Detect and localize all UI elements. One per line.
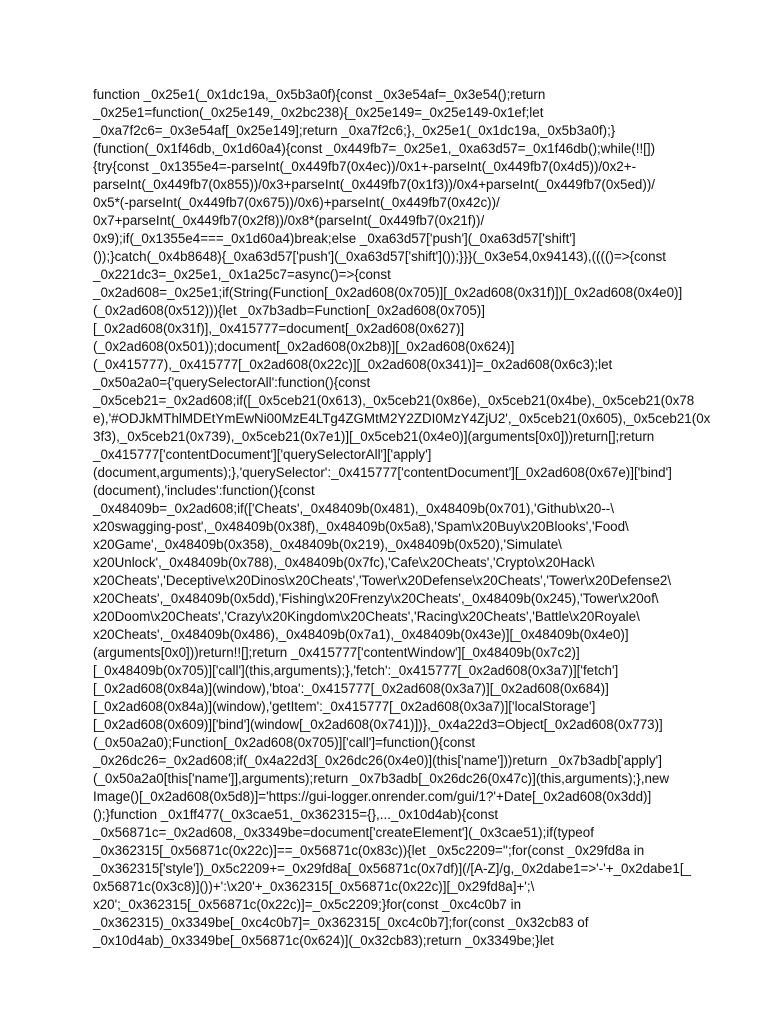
code-line: parseInt(_0x449fb7(0x855))/0x3+parseInt(_0x449fb7(0x1f3))/0x4+parseInt(_0x449fb7(0x5ed))/ (93, 177, 656, 192)
code-line: [_0x2ad608(0x84a)](window),'btoa':_0x415777[_0x2ad608(0x3a7)][_0x2ad608(0x684)] (93, 681, 609, 696)
code-line: x20Doom\x20Cheats','Crazy\x20Kingdom\x20Cheats','Racing\x20Cheats','Battle\x20Royale\ (93, 609, 640, 624)
code-line: _0x56871c=_0x2ad608,_0x3349be=document['createElement'](_0x3cae51);if(typeof (93, 825, 594, 840)
code-line: Image()[_0x2ad608(0x5d8)]='https://gui-logger.onrender.com/gui/1?'+Date[_0x2ad608(0x3dd)] (93, 789, 652, 804)
document-page (93, 86, 711, 950)
code-line: _0x25e1=function(_0x25e149,_0x2bc238){_0x25e149=_0x25e149-0x1ef;let (93, 105, 544, 120)
code-line: (arguments[0x0]))return!![];return _0x415777['contentWindow'][_0x48409b(0x7c2)] (93, 645, 580, 660)
code-line: 0x7+parseInt(_0x449fb7(0x2f8))/0x8*(parseInt(_0x449fb7(0x21f))/ (93, 213, 485, 228)
code-line: x20Unlock',_0x48409b(0x788),_0x48409b(0x7fc),'Cafe\x20Cheats','Crypto\x20Hack\ (93, 555, 595, 570)
code-line: x20Game',_0x48409b(0x358),_0x48409b(0x219),_0x48409b(0x520),'Simulate\ (93, 537, 562, 552)
code-line: (_0x2ad608(0x512))){let _0x7b3adb=Function[_0x2ad608(0x705)] (93, 303, 485, 318)
code-line: x20';_0x362315[_0x56871c(0x22c)]=_0x5c2209;}for(const _0xc4c0b7 in (93, 897, 522, 912)
code-line: 3f3),_0x5ceb21(0x739),_0x5ceb21(0x7e1)][_0x5ceb21(0x4e0)](arguments[0x0]))return[];return (93, 429, 655, 444)
code-line: {try{const _0x1355e4=-parseInt(_0x449fb7(0x4ec))/0x1+-parseInt(_0x449fb7(0x4d5))/0x2+- (93, 159, 637, 174)
code-line: 0x9);if(_0x1355e4===_0x1d60a4)break;else _0xa63d57['push'](_0xa63d57['shift'] (93, 231, 576, 246)
code-line: e),'#ODJkMThlMDEtYmEwNi00MzE4LTg4ZGMtM2Y2ZDI0MzY4ZjU2',_0x5ceb21(0x605),_0x5ceb21(0x (93, 411, 711, 426)
code-line: x20swagging-post',_0x48409b(0x38f),_0x48409b(0x5a8),'Spam\x20Buy\x20Blooks','Food\ (93, 519, 629, 534)
code-line: _0xa7f2c6=_0x3e54af[_0x25e149];return _0xa7f2c6;},_0x25e1(_0x1dc19a,_0x5b3a0f);} (93, 123, 616, 138)
code-line: (document,arguments);},'querySelector':_0x415777['contentDocument'][_0x2ad608(0x67e)]['bind'] (93, 465, 672, 480)
code-line: x20Cheats','Deceptive\x20Dinos\x20Cheats','Tower\x20Defense\x20Cheats','Tower\x20Defense2\ (93, 573, 672, 588)
code-line: _0x362315['style'])_0x5c2209+=_0x29fd8a[_0x56871c(0x7df)](/[A-Z]/g,_0x2dabe1=>'-'+_0x2dabe1[_ (93, 861, 691, 876)
code-line: [_0x48409b(0x705)]['call'](this,arguments);},'fetch':_0x415777[_0x2ad608(0x3a7)]['fetch'] (93, 663, 619, 678)
code-line: _0x362315)_0x3349be[_0xc4c0b7]=_0x362315[_0xc4c0b7];for(const _0x32cb83 of (93, 915, 589, 930)
code-line: _0x50a2a0={'querySelectorAll':function(){const (93, 375, 371, 390)
code-text-block (93, 86, 711, 950)
code-line: _0x10d4ab)_0x3349be[_0x56871c(0x624)](_0x32cb83);return _0x3349be;}let (93, 933, 554, 948)
code-line: 0x56871c(0x3c8)]())+':\x20'+_0x362315[_0x56871c(0x22c)][_0x29fd8a]+';\ (93, 879, 535, 894)
code-line: [_0x2ad608(0x31f)],_0x415777=document[_0x2ad608(0x627)] (93, 321, 465, 336)
code-line: _0x26dc26=_0x2ad608;if(_0x4a22d3[_0x26dc26(0x4e0)](this['name']))return _0x7b3adb['apply'] (93, 753, 662, 768)
code-line: [_0x2ad608(0x84a)](window),'getItem':_0x415777[_0x2ad608(0x3a7)]['localStorage'] (93, 699, 596, 714)
code-line: 0x5*(-parseInt(_0x449fb7(0x675))/0x6)+parseInt(_0x449fb7(0x42c))/ (93, 195, 500, 210)
code-line: ();}function _0x1ff477(_0x3cae51,_0x362315={},..._0x10d4ab){const (93, 807, 499, 822)
code-line: _0x221dc3=_0x25e1,_0x1a25c7=async()=>{const (93, 267, 391, 282)
code-line: x20Cheats',_0x48409b(0x486),_0x48409b(0x7a1),_0x48409b(0x43e)][_0x48409b(0x4e0)] (93, 627, 629, 642)
code-line: (function(_0x1f46db,_0x1d60a4){const _0x449fb7=_0x25e1,_0xa63d57=_0x1f46db();while(!![]) (93, 141, 656, 156)
code-line: (document),'includes':function(){const (93, 483, 315, 498)
code-line: _0x48409b=_0x2ad608;if(['Cheats',_0x48409b(0x481),_0x48409b(0x701),'Github\x20--\ (93, 501, 614, 516)
code-line: (_0x50a2a0);Function[_0x2ad608(0x705)]['call']=function(){const (93, 735, 476, 750)
code-line: ());}catch(_0x4b8648){_0xa63d57['push'](_0xa63d57['shift']());}}}(_0x3e54,0x94143),(((()=>{const (93, 249, 666, 264)
code-line: x20Cheats',_0x48409b(0x5dd),'Fishing\x20Frenzy\x20Cheats',_0x48409b(0x245),'Tower\x20of\ (93, 591, 659, 606)
code-line: [_0x2ad608(0x609)]['bind'](window[_0x2ad608(0x741)])},_0x4a22d3=Object[_0x2ad608(0x773)] (93, 717, 663, 732)
code-line: _0x5ceb21=_0x2ad608;if([_0x5ceb21(0x613),_0x5ceb21(0x86e),_0x5ceb21(0x4be),_0x5ceb21(0x78 (93, 393, 695, 408)
code-line: _0x415777['contentDocument']['querySelectorAll']['apply'] (93, 447, 432, 462)
code-line: _0x362315[_0x56871c(0x22c)]==_0x56871c(0x83c)){let _0x5c2209='';for(const _0x29fd8a in (93, 843, 645, 858)
code-line: function _0x25e1(_0x1dc19a,_0x5b3a0f){const _0x3e54af=_0x3e54();return (93, 87, 546, 102)
code-line: (_0x50a2a0[this['name']],arguments);return _0x7b3adb[_0x26dc26(0x47c)](this,arguments);},new (93, 771, 670, 786)
code-line: (_0x2ad608(0x501));document[_0x2ad608(0x2b8)][_0x2ad608(0x624)] (93, 339, 515, 354)
code-line: _0x2ad608=_0x25e1;if(String(Function[_0x2ad608(0x705)][_0x2ad608(0x31f)])[_0x2ad608(0x4e0)] (93, 285, 683, 300)
code-line: (_0x415777),_0x415777[_0x2ad608(0x22c)][_0x2ad608(0x341)]=_0x2ad608(0x6c3);let (93, 357, 613, 372)
